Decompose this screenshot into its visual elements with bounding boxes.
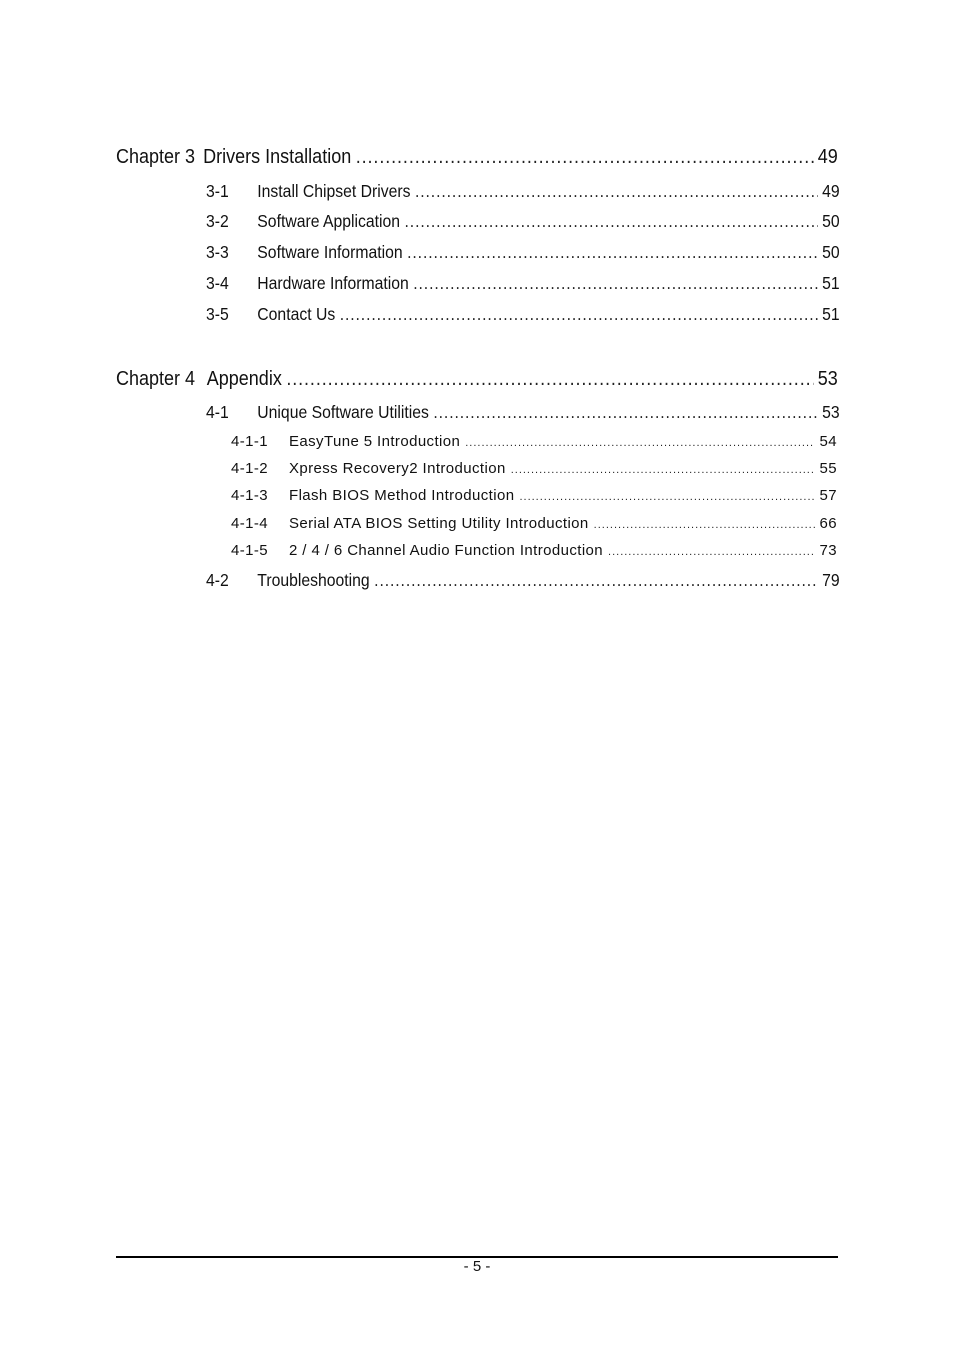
subsection-number: 4-1-2 bbox=[231, 460, 269, 477]
chapter-title: Appendix bbox=[206, 368, 282, 390]
toc-section-3-2[interactable] bbox=[206, 211, 840, 232]
section-number: 4-1 bbox=[206, 402, 229, 422]
section-title: Troubleshooting bbox=[257, 570, 370, 590]
dot-leader bbox=[415, 181, 818, 202]
toc-chapter-3[interactable] bbox=[116, 146, 838, 169]
page-number: 50 bbox=[822, 211, 840, 231]
subsection-number: 4-1-5 bbox=[231, 542, 269, 559]
chapter-label: Chapter 4 bbox=[116, 368, 196, 390]
section-number: 3-1 bbox=[206, 181, 229, 201]
section-title: Software Application bbox=[257, 211, 401, 231]
page-number: 50 bbox=[822, 242, 840, 262]
page-number: 57 bbox=[819, 487, 837, 504]
section-number: 3-3 bbox=[206, 242, 229, 262]
section-title: Install Chipset Drivers bbox=[257, 181, 411, 201]
section-title: Contact Us bbox=[257, 304, 336, 324]
page-number: 55 bbox=[819, 460, 837, 477]
dot-leader bbox=[608, 546, 814, 558]
section-title: Software Information bbox=[257, 242, 403, 262]
section-number: 3-4 bbox=[206, 273, 229, 293]
toc-chapter-4[interactable] bbox=[116, 368, 838, 391]
toc-subsection-4-1-1[interactable] bbox=[231, 433, 837, 450]
dot-leader bbox=[405, 211, 818, 232]
page-number: 54 bbox=[819, 433, 837, 450]
chapter-label: Chapter 3 bbox=[116, 146, 196, 168]
dot-leader bbox=[433, 402, 817, 423]
dot-leader bbox=[519, 491, 814, 503]
dot-leader bbox=[594, 519, 815, 531]
subsection-title: 2 / 4 / 6 Channel Audio Function Introduction bbox=[289, 542, 604, 559]
toc-section-3-3[interactable] bbox=[206, 242, 840, 263]
section-number: 3-2 bbox=[206, 211, 229, 231]
toc-subsection-4-1-3[interactable] bbox=[231, 487, 837, 504]
dot-leader bbox=[374, 570, 817, 591]
footer-page-number: - 5 - bbox=[463, 1258, 491, 1275]
subsection-number: 4-1-3 bbox=[231, 487, 269, 504]
subsection-title: Xpress Recovery2 Introduction bbox=[289, 460, 506, 477]
toc-subsection-4-1-5[interactable] bbox=[231, 542, 837, 559]
subsection-number: 4-1-1 bbox=[231, 433, 269, 450]
page-number: 51 bbox=[822, 304, 840, 324]
toc-subsection-4-1-2[interactable] bbox=[231, 460, 837, 477]
chapter-title: Drivers Installation bbox=[203, 146, 352, 168]
section-title: Hardware Information bbox=[257, 273, 409, 293]
page-number: 53 bbox=[817, 368, 838, 390]
page-number: 49 bbox=[817, 146, 838, 168]
subsection-title: Flash BIOS Method Introduction bbox=[289, 487, 515, 504]
toc-section-3-4[interactable] bbox=[206, 273, 840, 294]
page-number: 73 bbox=[819, 542, 837, 559]
subsection-number: 4-1-4 bbox=[231, 515, 269, 532]
toc-section-4-1[interactable] bbox=[206, 402, 840, 423]
dot-leader bbox=[356, 146, 814, 169]
page-number: 49 bbox=[822, 181, 840, 201]
toc-subsection-4-1-4[interactable] bbox=[231, 515, 837, 532]
page-number: 66 bbox=[819, 515, 837, 532]
toc-section-3-1[interactable] bbox=[206, 181, 840, 202]
subsection-title: EasyTune 5 Introduction bbox=[289, 433, 461, 450]
dot-leader bbox=[511, 464, 815, 476]
page-number: 79 bbox=[822, 570, 840, 590]
dot-leader bbox=[465, 437, 814, 449]
section-title: Unique Software Utilities bbox=[257, 402, 429, 422]
dot-leader bbox=[340, 304, 818, 325]
page-number: 53 bbox=[822, 402, 840, 422]
subsection-title: Serial ATA BIOS Setting Utility Introduction bbox=[289, 515, 589, 532]
toc-section-4-2[interactable] bbox=[206, 570, 840, 591]
dot-leader bbox=[413, 273, 817, 294]
section-number: 4-2 bbox=[206, 570, 229, 590]
dot-leader bbox=[286, 368, 813, 391]
section-number: 3-5 bbox=[206, 304, 229, 324]
dot-leader bbox=[407, 242, 817, 263]
page-number: 51 bbox=[822, 273, 840, 293]
toc-section-3-5[interactable] bbox=[206, 304, 840, 325]
